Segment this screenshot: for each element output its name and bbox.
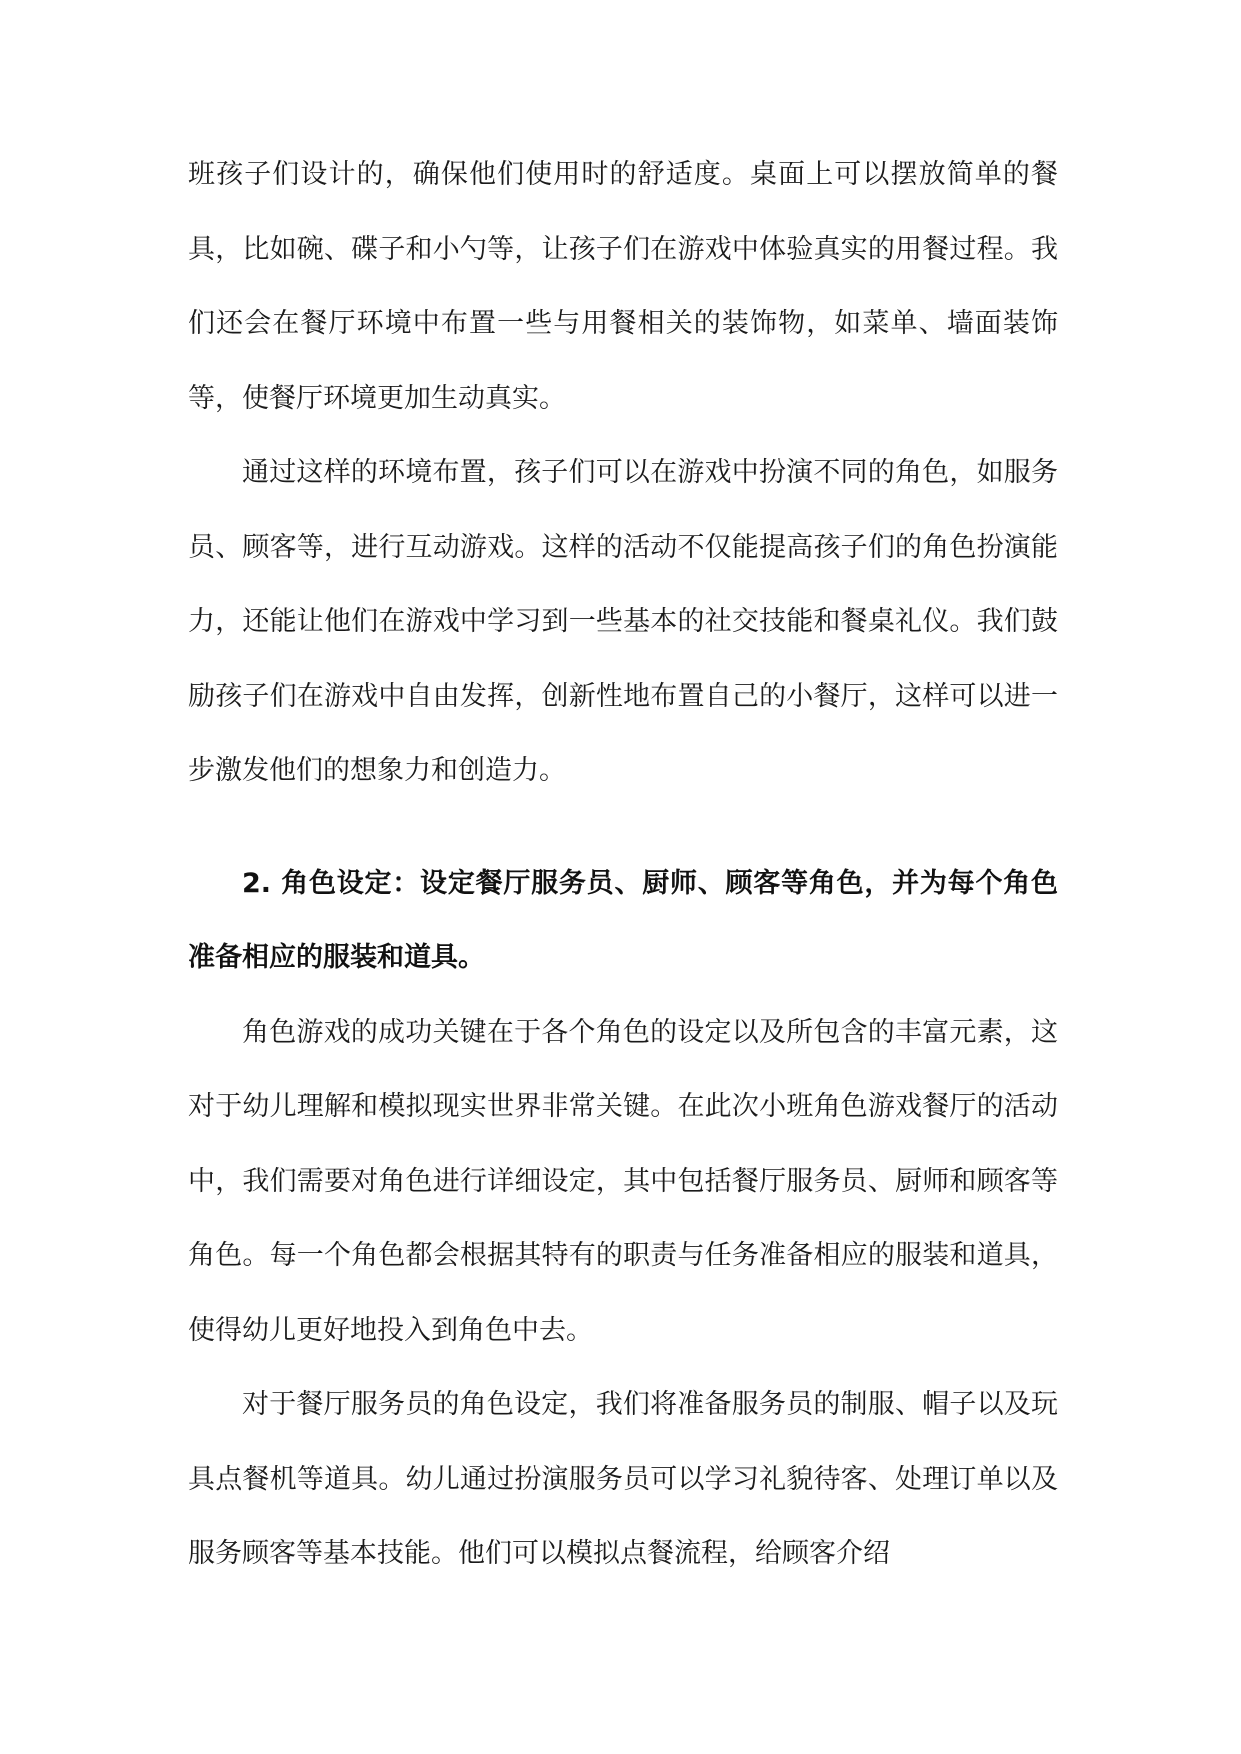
section-heading: 2. 角色设定：设定餐厅服务员、厨师、顾客等角色，并为每个角色准备相应的服装和道具。 xyxy=(188,867,1058,973)
document-body xyxy=(188,138,1058,1592)
paragraph-environment: 通过这样的环境布置，孩子们可以在游戏中扮演不同的角色，如服务员、顾客等，进行互动游戏。这样的活动不仅能提高孩子们的角色扮演能力，还能让他们在游戏中学习到一些基本的社交技能和餐桌礼仪。我们鼓励孩子们在游戏中自由发挥，创新性地布置自己的小餐厅，这样可以进一步激发他们的想象力和创造力。 xyxy=(188,457,1058,786)
paragraph-role-setting: 角色游戏的成功关键在于各个角色的设定以及所包含的丰富元素，这对于幼儿理解和模拟现实世界非常关键。在此次小班角色游戏餐厅的活动中，我们需要对角色进行详细设定，其中包括餐厅服务员、厨师和顾客等角色。每一个角色都会根据其特有的职责与任务准备相应的服装和道具，使得幼儿更好地投入到角色中去。 xyxy=(188,1016,1058,1346)
paragraph-waiter-role: 对于餐厅服务员的角色设定，我们将准备服务员的制服、帽子以及玩具点餐机等道具。幼儿通过扮演服务员可以学习礼貌待客、处理订单以及服务顾客等基本技能。他们可以模拟点餐流程，给顾客介绍 xyxy=(188,1389,1058,1569)
paragraph-continued: 班孩子们设计的，确保他们使用时的舒适度。桌面上可以摆放简单的餐具，比如碗、碟子和小勺等，让孩子们在游戏中体验真实的用餐过程。我们还会在餐厅环境中布置一些与用餐相关的装饰物，如菜单、墙面装饰等，使餐厅环境更加生动真实。 xyxy=(188,159,1058,414)
